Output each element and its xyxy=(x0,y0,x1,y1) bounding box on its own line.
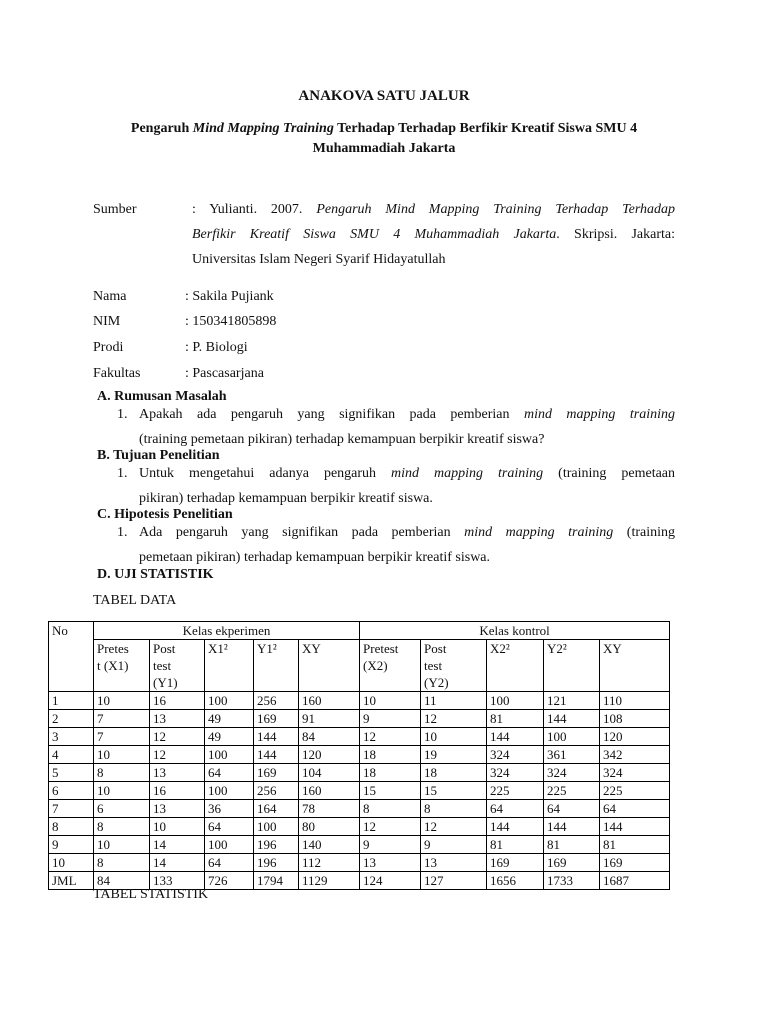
table-cell: 144 xyxy=(254,728,299,746)
table-row xyxy=(49,836,670,854)
table-cell: 127 xyxy=(421,872,487,890)
table-row xyxy=(49,854,670,872)
table-cell: 1129 xyxy=(299,872,360,890)
table-cell: 4 xyxy=(49,746,94,764)
table-cell: 8 xyxy=(421,800,487,818)
table-cell: 169 xyxy=(544,854,600,872)
table-cell: 144 xyxy=(600,818,670,836)
table-cell: 81 xyxy=(487,710,544,728)
section-c-number: 1. xyxy=(117,525,128,540)
section-a-italic: mind mapping training xyxy=(523,407,675,422)
table-cell: 160 xyxy=(299,782,360,800)
section-a-text: Apakah ada pengaruh yang signifikan pada pemberian xyxy=(139,407,524,422)
table-data-label: TABEL DATA xyxy=(93,593,177,608)
ctrl-column-header: Y2² xyxy=(544,640,600,692)
table-cell: 100 xyxy=(205,692,254,710)
table-cell: 18 xyxy=(360,746,421,764)
table-cell: 7 xyxy=(94,728,150,746)
table-cell: 1656 xyxy=(487,872,544,890)
table-cell: 9 xyxy=(360,836,421,854)
table-cell: 5 xyxy=(49,764,94,782)
table-cell: 256 xyxy=(254,782,299,800)
table-cell: 81 xyxy=(544,836,600,854)
table-column-header-row xyxy=(49,640,670,692)
ctrl-column-header: Pretest (X2) xyxy=(360,640,421,692)
table-cell: 36 xyxy=(205,800,254,818)
table-cell: 169 xyxy=(600,854,670,872)
table-cell: 196 xyxy=(254,836,299,854)
section-a-number: 1. xyxy=(117,407,128,422)
section-a-line2: (training pemetaan pikiran) terhadap kemampuan berpikir kreatif siswa? xyxy=(139,432,545,447)
table-cell: 104 xyxy=(299,764,360,782)
section-a-line1 xyxy=(139,402,675,427)
table-row xyxy=(49,692,670,710)
table-cell: 78 xyxy=(299,800,360,818)
section-c-line2: pemetaan pikiran) terhadap kemampuan berpikir kreatif siswa. xyxy=(139,550,491,565)
table-cell: 15 xyxy=(421,782,487,800)
table-cell: 8 xyxy=(94,854,150,872)
section-b-number: 1. xyxy=(117,466,128,481)
nim-value: : 150341805898 xyxy=(185,314,277,329)
table-cell: 49 xyxy=(205,728,254,746)
table-cell: 16 xyxy=(150,782,205,800)
section-b-italic: mind mapping training xyxy=(391,466,544,481)
table-cell: 144 xyxy=(487,818,544,836)
table-cell: 9 xyxy=(421,836,487,854)
table-cell: 100 xyxy=(205,782,254,800)
table-cell: 225 xyxy=(600,782,670,800)
prodi-label: Prodi xyxy=(93,340,124,355)
source-type: . Skripsi. Jakarta: xyxy=(556,227,675,242)
source-line-3: Universitas Islam Negeri Syarif Hidayatullah xyxy=(192,252,446,267)
table-group-header-row xyxy=(49,622,670,640)
control-group-header: Kelas kontrol xyxy=(360,622,670,640)
exp-column-header: X1² xyxy=(205,640,254,692)
table-cell: 144 xyxy=(487,728,544,746)
table-cell: 9 xyxy=(49,836,94,854)
table-cell: 10 xyxy=(150,818,205,836)
source-label: Sumber xyxy=(93,202,137,217)
faculty-value: : Pascasarjana xyxy=(185,366,264,381)
table-cell: 112 xyxy=(299,854,360,872)
table-cell: 13 xyxy=(360,854,421,872)
table-cell: 361 xyxy=(544,746,600,764)
table-statistics-label: TABEL STATISTIK xyxy=(93,887,209,902)
subtitle-italic: Mind Mapping Training xyxy=(192,121,334,136)
table-cell: 19 xyxy=(421,746,487,764)
section-b-line2: pikiran) terhadap kemampuan berpikir kreatif siswa. xyxy=(139,491,433,506)
table-cell: 169 xyxy=(487,854,544,872)
table-cell: 81 xyxy=(600,836,670,854)
exp-column-header: XY xyxy=(299,640,360,692)
table-cell: 15 xyxy=(360,782,421,800)
table-cell: 256 xyxy=(254,692,299,710)
table-cell: 144 xyxy=(254,746,299,764)
faculty-label: Fakultas xyxy=(93,366,141,381)
table-cell: 9 xyxy=(360,710,421,728)
table-cell: 100 xyxy=(254,818,299,836)
section-b-heading: B. Tujuan Penelitian xyxy=(97,448,220,463)
prodi-value: : P. Biologi xyxy=(185,340,248,355)
section-b-text-post: (training pemetaan xyxy=(543,466,676,481)
table-cell: 1733 xyxy=(544,872,600,890)
exp-column-header: Y1² xyxy=(254,640,299,692)
table-cell: 1 xyxy=(49,692,94,710)
table-cell: 3 xyxy=(49,728,94,746)
table-cell: 16 xyxy=(150,692,205,710)
table-cell: 84 xyxy=(299,728,360,746)
table-cell: 10 xyxy=(421,728,487,746)
table-cell: 64 xyxy=(205,818,254,836)
table-cell: 324 xyxy=(487,764,544,782)
table-cell: 12 xyxy=(421,818,487,836)
section-d-heading: D. UJI STATISTIK xyxy=(97,567,214,582)
table-cell: 342 xyxy=(600,746,670,764)
table-cell: 8 xyxy=(49,818,94,836)
table-cell: 12 xyxy=(421,710,487,728)
source-title-part2: Berfikir Kreatif Siswa SMU 4 Muhammadiah Jakarta xyxy=(192,227,557,242)
table-row xyxy=(49,764,670,782)
table-cell: 12 xyxy=(150,746,205,764)
table-cell: 121 xyxy=(544,692,600,710)
table-cell: 164 xyxy=(254,800,299,818)
section-c-text: Ada pengaruh yang signifikan pada pemberian xyxy=(139,525,465,540)
table-cell: 2 xyxy=(49,710,94,728)
table-cell: 64 xyxy=(205,854,254,872)
table-cell: 169 xyxy=(254,764,299,782)
table-cell: 84 xyxy=(94,872,150,890)
table-cell: 8 xyxy=(360,800,421,818)
subtitle-prefix: Pengaruh xyxy=(130,121,193,136)
table-cell: 13 xyxy=(421,854,487,872)
source-line-2 xyxy=(192,227,675,243)
section-c-heading: C. Hipotesis Penelitian xyxy=(97,507,233,522)
section-b-text: Untuk mengetahui adanya pengaruh xyxy=(139,466,392,481)
section-b-line1 xyxy=(139,461,675,486)
table-cell: 49 xyxy=(205,710,254,728)
table-cell: 225 xyxy=(544,782,600,800)
table-cell: 91 xyxy=(299,710,360,728)
table-cell: 6 xyxy=(49,782,94,800)
table-cell: 81 xyxy=(487,836,544,854)
table-row xyxy=(49,746,670,764)
table-cell: 13 xyxy=(150,800,205,818)
table-row xyxy=(49,728,670,746)
table-cell: 64 xyxy=(600,800,670,818)
table-cell: 1794 xyxy=(254,872,299,890)
table-cell: 10 xyxy=(94,692,150,710)
table-row xyxy=(49,710,670,728)
table-row xyxy=(49,782,670,800)
source-title-part1: Pengaruh Mind Mapping Training Terhadap Terhadap xyxy=(316,202,676,217)
table-cell: 10 xyxy=(360,692,421,710)
table-cell: 13 xyxy=(150,764,205,782)
table-cell: 160 xyxy=(299,692,360,710)
table-cell: 124 xyxy=(360,872,421,890)
section-a-heading: A. Rumusan Masalah xyxy=(97,389,227,404)
table-cell: 100 xyxy=(544,728,600,746)
table-cell: 169 xyxy=(254,710,299,728)
nim-label: NIM xyxy=(93,314,121,329)
table-cell: JML xyxy=(49,872,94,890)
table-cell: 144 xyxy=(544,710,600,728)
table-cell: 324 xyxy=(544,764,600,782)
table-cell: 324 xyxy=(487,746,544,764)
table-cell: 6 xyxy=(94,800,150,818)
table-cell: 11 xyxy=(421,692,487,710)
table-cell: 12 xyxy=(360,728,421,746)
section-c-text-post: (training xyxy=(613,525,675,540)
table-cell: 18 xyxy=(421,764,487,782)
name-value: : Sakila Pujiank xyxy=(185,289,274,304)
table-cell: 324 xyxy=(600,764,670,782)
document-title: ANAKOVA SATU JALUR xyxy=(298,88,470,104)
table-cell: 10 xyxy=(94,782,150,800)
table-cell: 8 xyxy=(94,818,150,836)
table-cell: 140 xyxy=(299,836,360,854)
table-cell: 64 xyxy=(487,800,544,818)
table-cell: 100 xyxy=(487,692,544,710)
section-c-line1 xyxy=(139,520,675,545)
table-row xyxy=(49,818,670,836)
subtitle-line2: Muhammadiah Jakarta xyxy=(312,141,456,156)
table-cell: 7 xyxy=(49,800,94,818)
ctrl-column-header: X2² xyxy=(487,640,544,692)
table-cell: 144 xyxy=(544,818,600,836)
table-cell: 7 xyxy=(94,710,150,728)
table-cell: 225 xyxy=(487,782,544,800)
table-cell: 13 xyxy=(150,710,205,728)
table-cell: 10 xyxy=(94,746,150,764)
table-cell: 196 xyxy=(254,854,299,872)
table-cell: 18 xyxy=(360,764,421,782)
data-table xyxy=(48,621,670,890)
table-cell: 64 xyxy=(205,764,254,782)
table-cell: 133 xyxy=(150,872,205,890)
name-label: Nama xyxy=(93,289,127,304)
experiment-group-header: Kelas ekperimen xyxy=(94,622,360,640)
table-cell: 100 xyxy=(205,746,254,764)
table-cell: 10 xyxy=(94,836,150,854)
table-cell: 120 xyxy=(600,728,670,746)
table-cell: 12 xyxy=(150,728,205,746)
table-cell: 120 xyxy=(299,746,360,764)
table-cell: 10 xyxy=(49,854,94,872)
ctrl-column-header: Post test (Y2) xyxy=(421,640,487,692)
table-cell: 110 xyxy=(600,692,670,710)
section-c-italic: mind mapping training xyxy=(464,525,614,540)
no-header: No xyxy=(49,622,94,692)
document-subtitle xyxy=(0,119,768,159)
source-citation-start: : Yulianti. 2007. xyxy=(192,202,303,217)
table-cell: 726 xyxy=(205,872,254,890)
table-cell: 108 xyxy=(600,710,670,728)
table-cell: 12 xyxy=(360,818,421,836)
exp-column-header: Post test (Y1) xyxy=(150,640,205,692)
table-cell: 8 xyxy=(94,764,150,782)
table-row xyxy=(49,800,670,818)
table-cell: 80 xyxy=(299,818,360,836)
subtitle-rest: Terhadap Terhadap Berfikir Kreatif Siswa SMU 4 xyxy=(333,121,638,136)
exp-column-header: Pretes t (X1) xyxy=(94,640,150,692)
table-cell: 14 xyxy=(150,836,205,854)
table-cell: 64 xyxy=(544,800,600,818)
table-cell: 1687 xyxy=(600,872,670,890)
source-line-1 xyxy=(192,202,675,218)
ctrl-column-header: XY xyxy=(600,640,670,692)
table-cell: 14 xyxy=(150,854,205,872)
table-cell: 100 xyxy=(205,836,254,854)
